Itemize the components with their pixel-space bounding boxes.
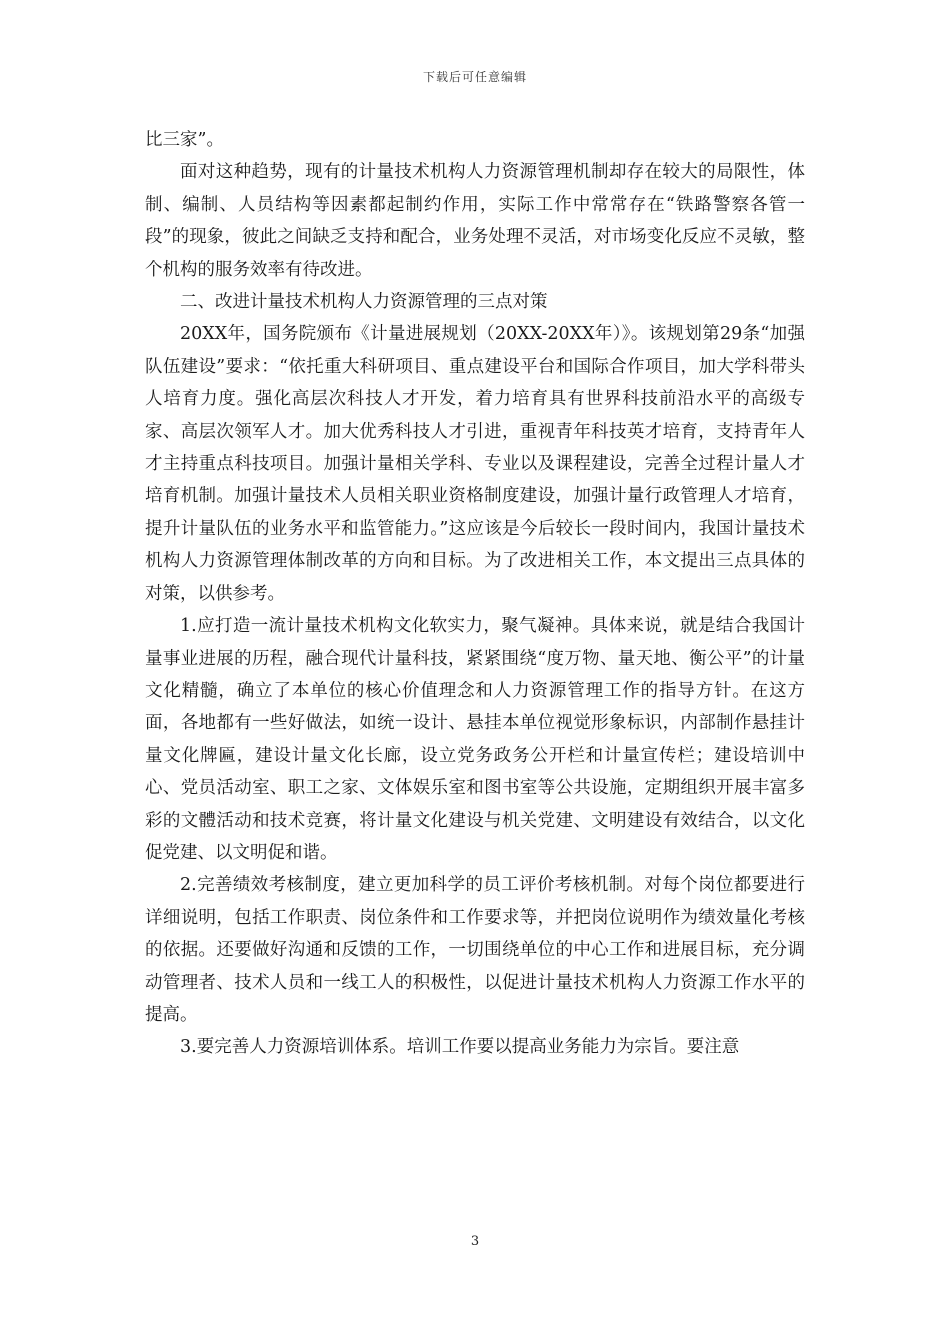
paragraph-point-1: 1.应打造一流计量技术机构文化软实力，聚气凝神。具体来说，就是结合我国计量事业进展的历程，融合现代计量科技，紧紧围绕“度万物、量天地、衡公平”的计量文化精髓，确立了本单位的核心价值理念和人力资源管理工作的指导方针。在这方面，各地都有一些好做法，如统一设计、悬挂本单位视觉形象标识，内部制作悬挂计量文化牌匾，建设计量文化长廊，设立党务政务公开栏和计量宣传栏；建设培训中心、党员活动室、职工之家、文体娱乐室和图书室等公共设施，定期组织开展丰富多彩的文體活动和技术竞赛，将计量文化建设与机关党建、文明建设有效结合，以文化促党建、以文明促和谐。 <box>145 616 805 863</box>
page-number: 3 <box>470 1234 480 1249</box>
document-body <box>145 124 805 1064</box>
paragraph-plan: 20XX年，国务院颁布《计量进展规划（20XX-20XX年）》。该规划第29条“加强队伍建设”要求：“依托重大科研项目、重点建设平台和国际合作项目，加大学科带头人培育力度。强化高层次科技人才开发，着力培育具有世界科技前沿水平的高级专家、高层次领军人才。加大优秀科技人才引进，重视青年科技英才培育，支持青年人才主持重点科技项目。加强计量相关学科、专业以及课程建设，完善全过程计量人才培育机制。加强计量技术人员相关职业资格制度建设，加强计量行政管理人才培育，提升计量队伍的业务水平和监管能力。”这应该是今后较长一段时间内，我国计量技术机构人力资源管理体制改革的方向和目标。为了改进相关工作，本文提出三点具体的对策，以供参考。 <box>145 324 805 604</box>
page-header-note: 下载后可任意编辑 <box>422 70 527 84</box>
paragraph-trend: 面对这种趋势，现有的计量技术机构人力资源管理机制却存在较大的局限性，体制、编制、人员结构等因素都起制约作用，实际工作中常常存在“铁路警察各管一段”的现象，彼此之间缺乏支持和配合，业务处理不灵活，对市场变化反应不灵敏，整个机构的服务效率有待改进。 <box>145 162 805 280</box>
paragraph-continuation: 比三家”。 <box>145 130 224 150</box>
paragraph-point-3: 3.要完善人力资源培训体系。培训工作要以提高业务能力为宗旨。要注意 <box>180 1037 740 1058</box>
paragraph-point-2: 2.完善绩效考核制度，建立更加科学的员工评价考核机制。对每个岗位都要进行详细说明，包括工作职责、岗位条件和工作要求等，并把岗位说明作为绩效量化考核的依据。还要做好沟通和反馈的工作，一切围绕单位的中心工作和进展目标，充分调动管理者、技术人员和一线工人的积极性，以促进计量技术机构人力资源工作水平的提高。 <box>145 875 805 1025</box>
section-heading-countermeasures: 二、改进计量技术机构人力资源管理的三点对策 <box>180 292 548 313</box>
